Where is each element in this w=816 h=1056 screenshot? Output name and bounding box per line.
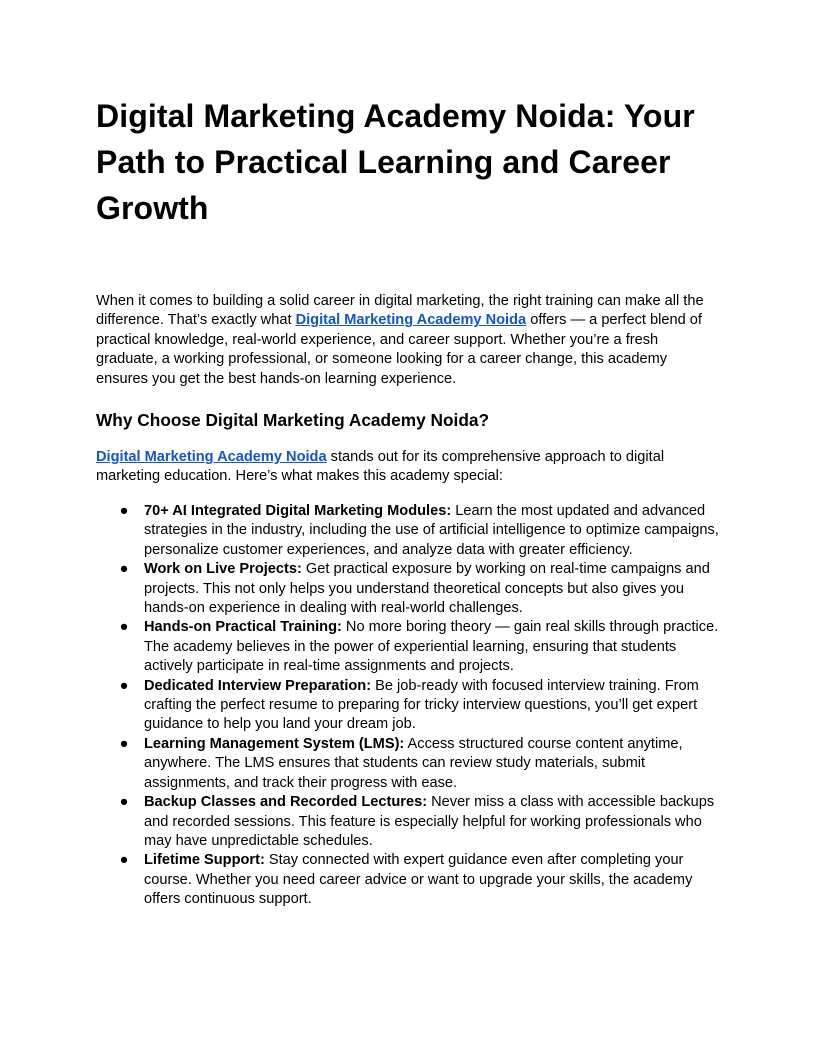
feature-title: 70+ AI Integrated Digital Marketing Modules: bbox=[144, 503, 452, 519]
academy-link-section[interactable]: Digital Marketing Academy Noida bbox=[96, 449, 327, 465]
feature-description: Never miss a class with accessible backups and recorded sessions. This feature is especially helpful for working professionals who may have unpredictable schedules. bbox=[144, 794, 715, 849]
feature-description: Learn the most updated and advanced strategies in the industry, including the use of artificial intelligence to optimize campaigns, personalize customer experiences, and analyze data with greater efficiency. bbox=[144, 503, 719, 558]
feature-title: Hands-on Practical Training: bbox=[144, 619, 342, 636]
intro-text-after-link: offers — a perfect blend of practical knowledge, real-world experience, and career support. Whether you’re a fresh graduate, a working professional, or someone looking for a career change, this academy ensures you get the best hands-on learning experience. bbox=[96, 312, 702, 387]
feature-title: Lifetime Support: bbox=[144, 852, 265, 869]
page-title: Digital Marketing Academy Noida: Your Path to Practical Learning and Career Growth bbox=[96, 98, 695, 226]
feature-list-item bbox=[96, 793, 720, 851]
bullet-icon: ● bbox=[119, 561, 129, 578]
feature-list-item bbox=[96, 560, 720, 618]
intro-paragraph bbox=[96, 292, 720, 389]
feature-title: Dedicated Interview Preparation: bbox=[144, 677, 372, 694]
bullet-icon: ● bbox=[119, 852, 129, 869]
bullet-icon: ● bbox=[119, 794, 129, 811]
section-lead-text: stands out for its comprehensive approach to digital marketing education. Here’s what makes this academy special: bbox=[96, 449, 665, 485]
academy-link-intro[interactable]: Digital Marketing Academy Noida bbox=[295, 312, 527, 329]
feature-list-item bbox=[96, 851, 720, 909]
section-lead-paragraph bbox=[96, 448, 720, 487]
section-heading: Why Choose Digital Marketing Academy Noida? bbox=[96, 410, 490, 430]
feature-description: No more boring theory — gain real skills through practice. The academy believes in the power of experiential learning, ensuring that students actively participate in real-time assignments and projects. bbox=[144, 619, 719, 675]
feature-description: Be job-ready with focused interview training. From crafting the perfect resume to preparing for tricky interview questions, you’ll get expert guidance to help you land your dream job. bbox=[144, 677, 699, 733]
feature-title: Work on Live Projects: bbox=[144, 561, 302, 578]
intro-text-before-link: When it comes to building a solid career in digital marketing, the right training can make all the difference. That’s exactly what bbox=[96, 293, 704, 329]
feature-list-item bbox=[96, 618, 720, 676]
feature-list-item bbox=[96, 735, 720, 793]
bullet-icon: ● bbox=[119, 619, 129, 636]
feature-list-item bbox=[96, 502, 720, 560]
feature-list-item bbox=[96, 677, 720, 735]
feature-title: Learning Management System (LMS): bbox=[144, 735, 405, 752]
feature-description: Access structured course content anytime, anywhere. The LMS ensures that students can review study materials, submit assignments, and track their progress with ease. bbox=[144, 735, 683, 791]
bullet-icon: ● bbox=[119, 677, 129, 694]
feature-description: Stay connected with expert guidance even after completing your course. Whether you need career advice or want to upgrade your skills, the academy offers continuous support. bbox=[144, 852, 693, 908]
bullet-icon: ● bbox=[119, 735, 129, 752]
feature-title: Backup Classes and Recorded Lectures: bbox=[144, 794, 428, 811]
feature-list bbox=[96, 502, 720, 910]
bullet-icon: ● bbox=[119, 503, 129, 519]
feature-description: Get practical exposure by working on real-time campaigns and projects. This not only helps you understand theoretical concepts but also gives you hands-on experience in dealing with real-world challenges. bbox=[144, 561, 710, 617]
